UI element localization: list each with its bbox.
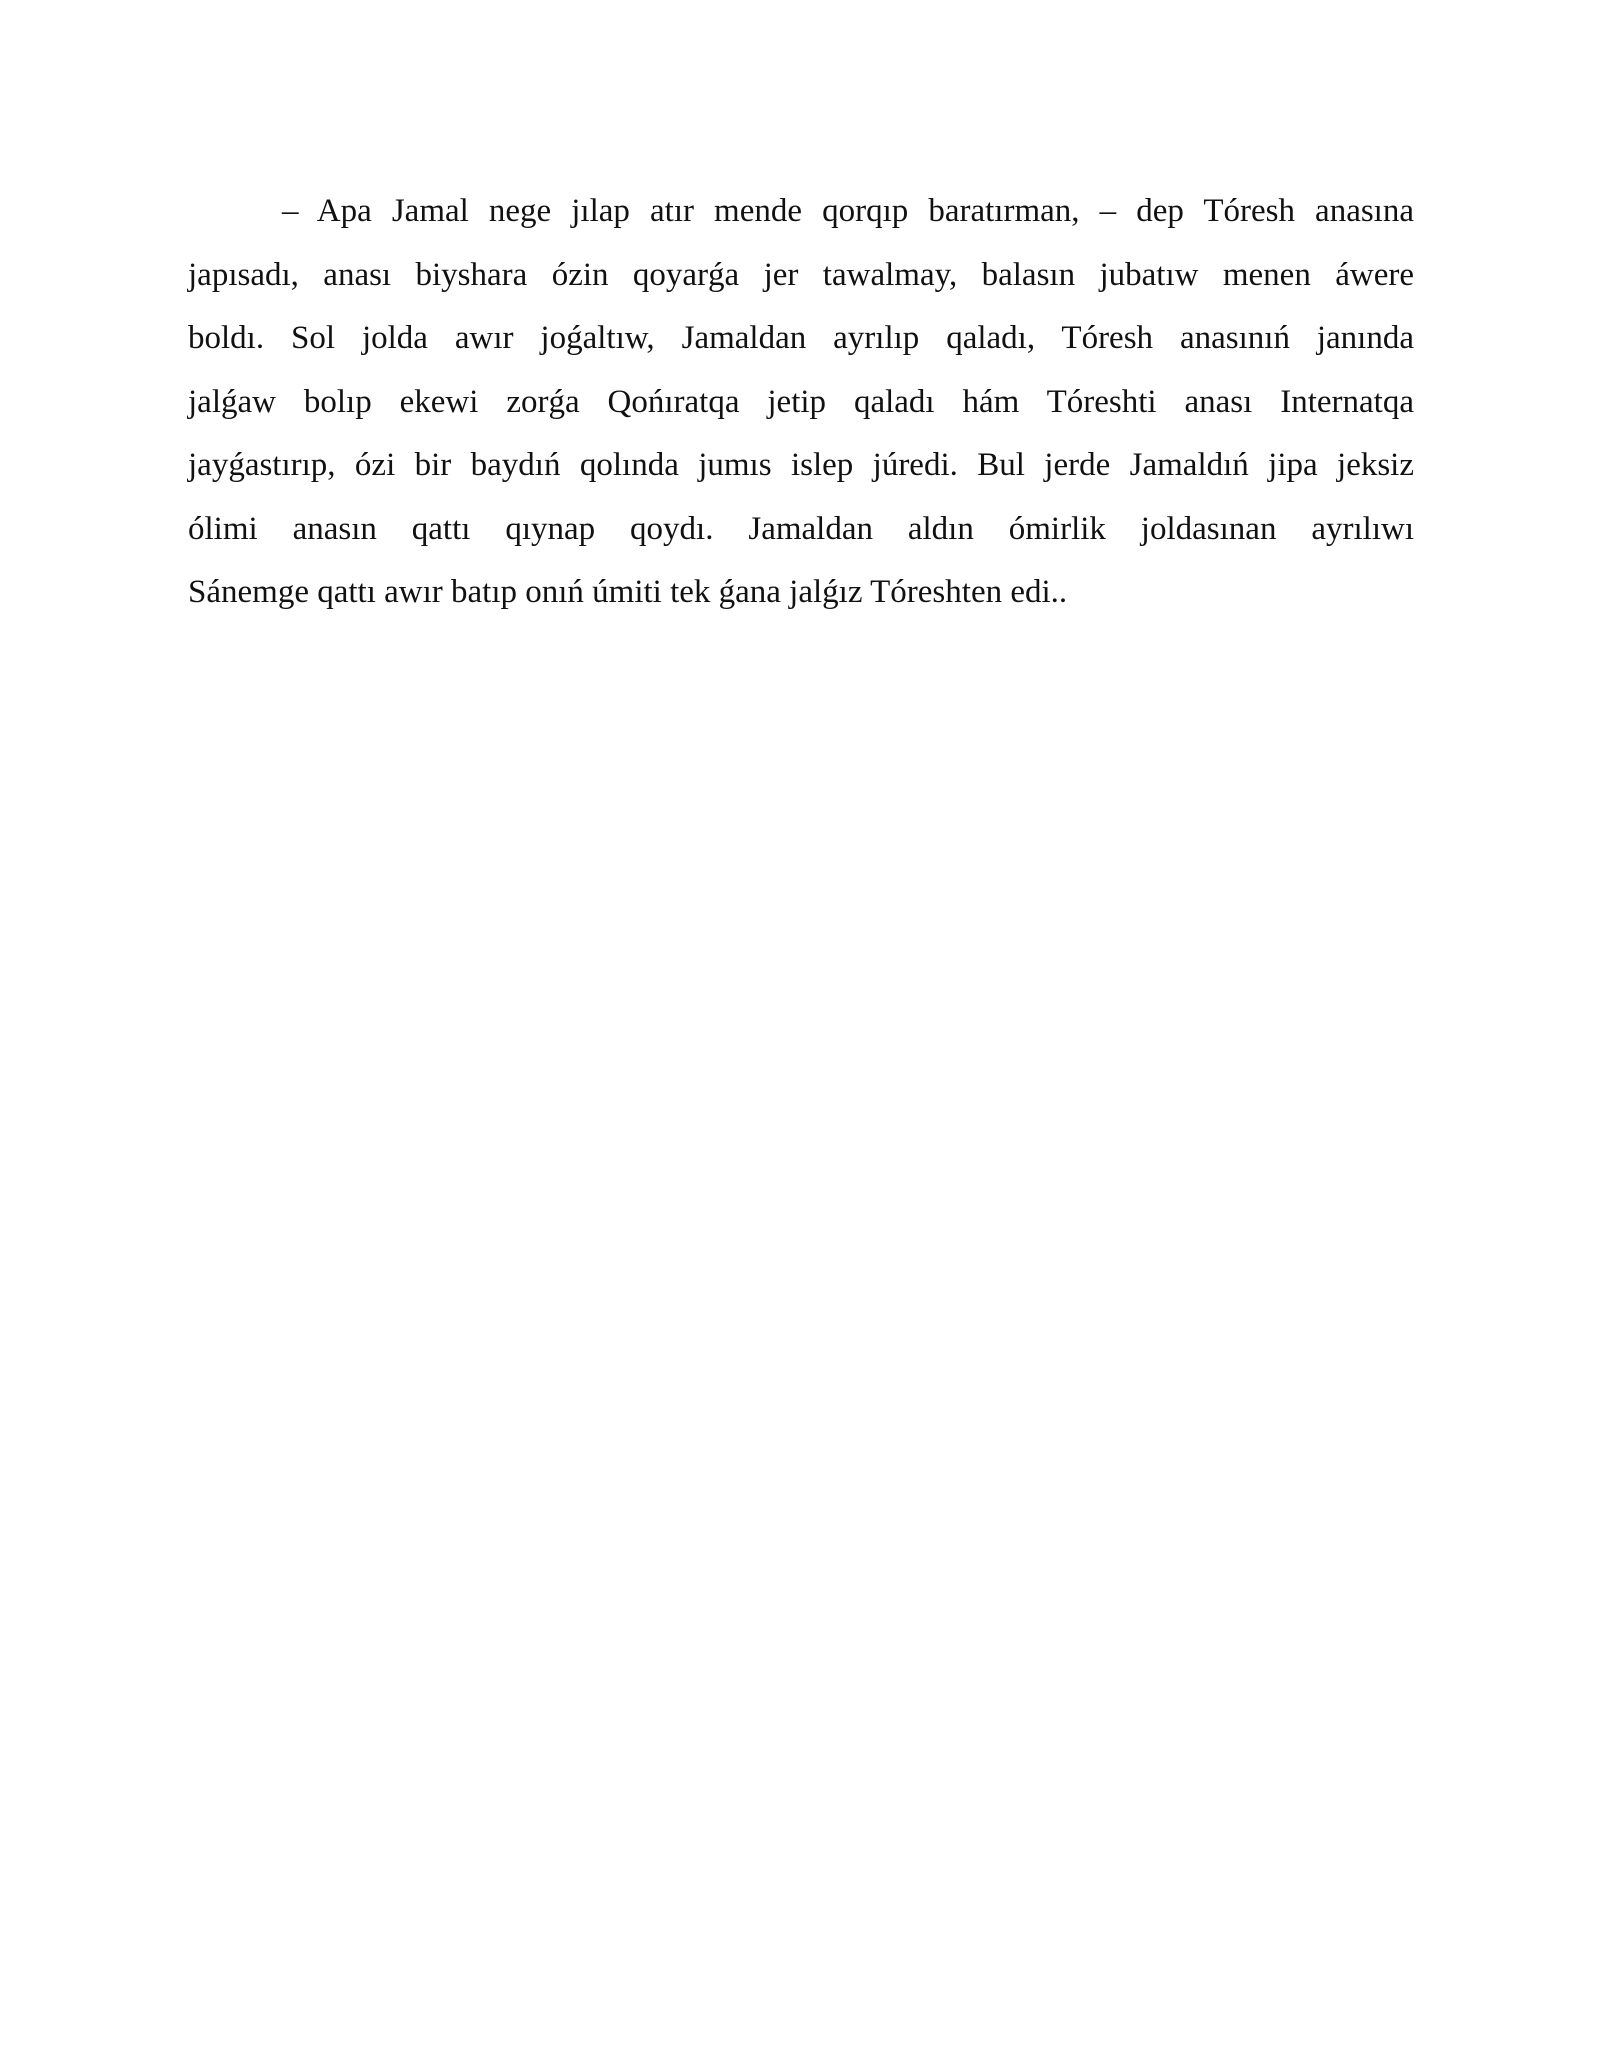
paragraph-line-7: Sánemge qattı awır batıp onıń úmiti tek ǵana jalǵız Tóreshten edi.. xyxy=(188,574,1068,610)
body-paragraph xyxy=(188,180,1414,625)
paragraph-line-3: boldı. Sol jolda awır joǵaltıw, Jamaldan ayrılıp qaladı, Tóresh anasınıń janında xyxy=(188,320,1414,356)
paragraph-line-5: jayǵastırıp, ózi bir baydıń qolında jumıs islep júredi. Bul jerde Jamaldıń jipa jeksiz xyxy=(188,447,1414,483)
paragraph-line-2: japısadı, anası biyshara ózin qoyarǵa jer tawalmay, balasın jubatıw menen áwere xyxy=(188,256,1414,293)
paragraph-line-4: jalǵaw bolıp ekewi zorǵa Qońıratqa jetip qaladı hám Tóreshti anası Internatqa xyxy=(188,383,1414,420)
paragraph-line-6: ólimi anasın qattı qıynap qoydı. Jamaldan aldın ómirlik joldasınan ayrılıwı xyxy=(188,510,1414,547)
paragraph-line-1: – Apa Jamal nege jılap atır mende qorqıp baratırman, – dep Tóresh anasına xyxy=(282,193,1414,229)
